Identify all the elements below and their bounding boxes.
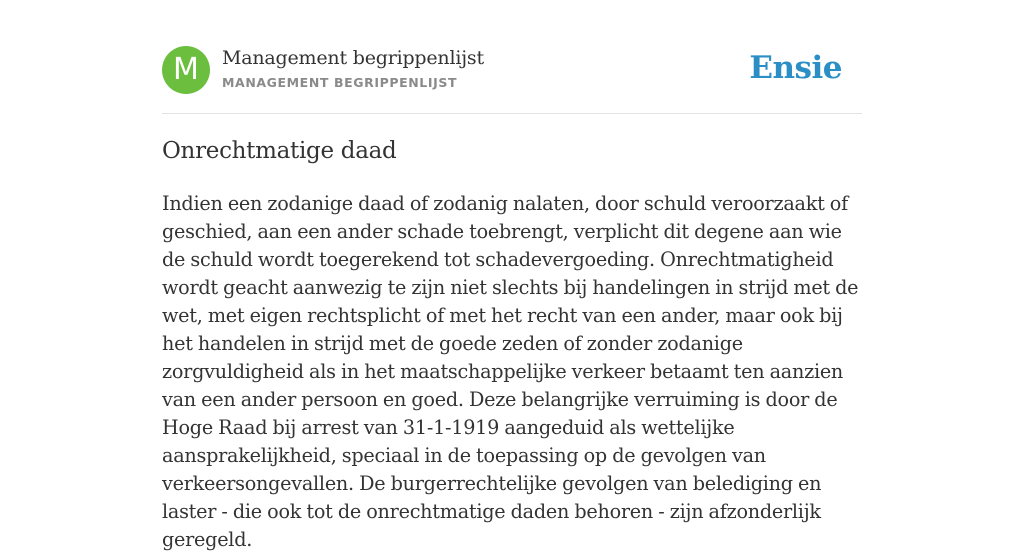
list-subtitle[interactable]: MANAGEMENT BEGRIPPENLIJST bbox=[222, 75, 458, 90]
brand-logo[interactable]: Ensie bbox=[749, 50, 842, 86]
term-title: Onrechtmatige daad bbox=[162, 138, 397, 164]
definition-text: Indien een zodanige daad of zodanig nalaten, door schuld veroorzaakt of geschied, aan een ander schade toebrengt, verplicht dit degene aan wie de schuld wordt toegerekend tot schadevergoeding. Onrechtmatigheid wordt geacht aanwezig te zijn niet slechts bij handelingen in strijd met de wet, met eigen rechtsplicht of met het recht van een ander, maar ook bij het handelen in strijd met de goede zeden of zonder zodanige zorgvuldigheid als in het maatschappelijke verkeer betaamt ten aanzien van een ander persoon en goed. Deze belangrijke verruiming is door de Hoge Raad bij arrest van 31-1-1919 aangeduid als wettelijke aansprakelijkheid, speciaal in de toepassing op de gevolgen van verkeersongevallen. De burgerrechtelijke gevolgen van belediging en laster - die ook tot de onrechtmatige daden behoren - zijn afzonderlijk geregeld. bbox=[162, 192, 859, 551]
header-divider bbox=[162, 113, 862, 114]
list-title[interactable]: Management begrippenlijst bbox=[222, 47, 484, 69]
header bbox=[162, 46, 862, 96]
avatar[interactable]: M bbox=[162, 46, 210, 94]
